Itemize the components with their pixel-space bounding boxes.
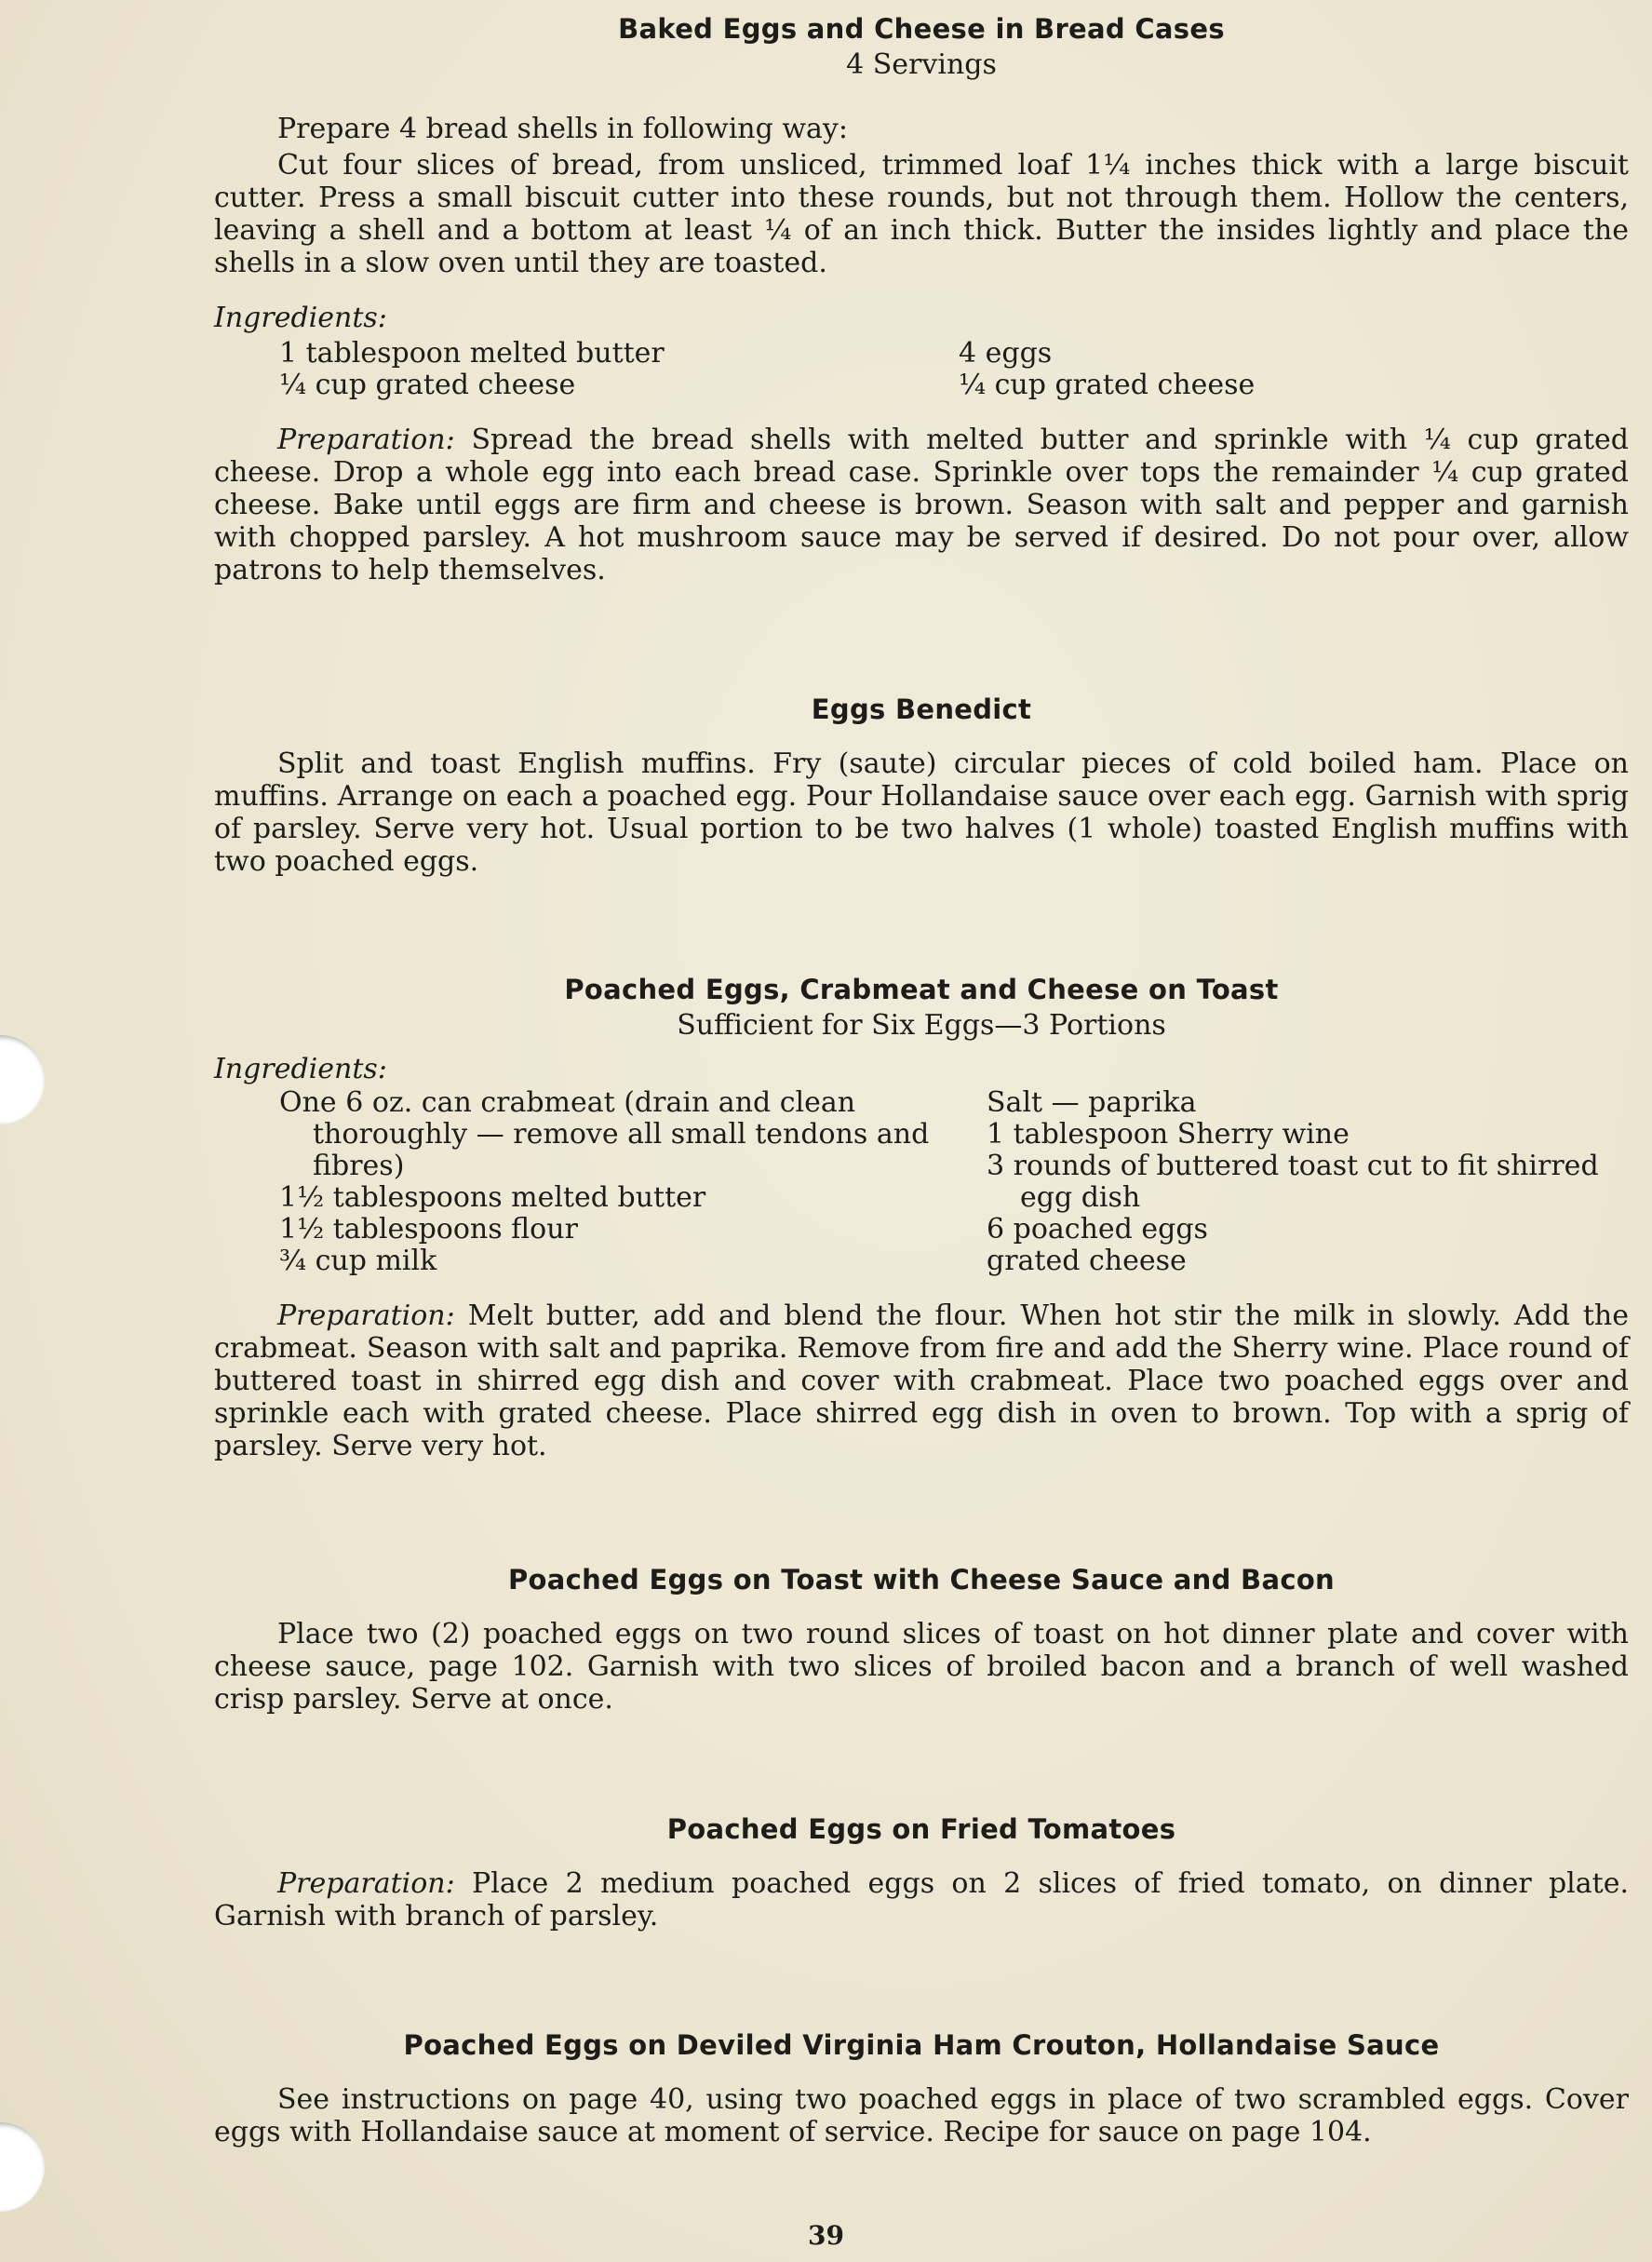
recipe-eggs-benedict [214, 693, 1629, 878]
preparation-text [214, 424, 1629, 586]
preparation-body: Place 2 medium poached eggs on 2 slices of fried tomato, on dinner plate. Garnish with branch of parsley. [214, 1867, 1629, 1932]
ingredients-column-right [987, 1087, 1629, 1277]
ingredient-item: 3 rounds of buttered toast cut to fit shirred egg dish [987, 1150, 1599, 1214]
preparation-body: Melt butter, add and blend the flour. When hot stir the milk in slowly. Add the crabmeat. Season with salt and paprika. Remove from fire and add the Sherry wine. Place round of buttered toast in shirred egg dish and cover with crabmeat. Place two poached eggs over and sprinkle each with grated cheese. Place shirred egg dish in oven to brown. Top with a sprig of parsley. Serve very hot. [214, 1299, 1629, 1462]
preparation-label: Preparation: [277, 1299, 455, 1332]
ingredient-item: 1½ tablespoons melted butter [279, 1181, 706, 1214]
page-number: 39 [808, 2220, 844, 2251]
recipe-intro: Prepare 4 bread shells in following way: [277, 113, 848, 145]
ingredient-item: 6 poached eggs [987, 1213, 1208, 1245]
recipe-title: Baked Eggs and Cheese in Bread Cases [618, 13, 1225, 45]
binder-hole [0, 2122, 45, 2212]
ingredients-column-right [959, 338, 1592, 401]
ingredient-item: One 6 oz. can crabmeat (drain and clean thoroughly — remove all small tendons and fibres) [279, 1086, 930, 1182]
preparation-body: Spread the bread shells with melted butter and sprinkle with ¼ cup grated cheese. Drop a whole egg into each bread case. Sprinkle over tops the remainder ¼ cup grated cheese. Bake until eggs are firm and cheese is brown. Season with salt and pepper and garnish with chopped parsley. A hot mushroom sauce may be served if desired. Do not pour over, allow patrons to help themselves. [214, 424, 1629, 586]
recipe-title: Eggs Benedict [811, 693, 1032, 725]
ingredients-list [214, 338, 1629, 401]
ingredient-item: ¾ cup milk [279, 1245, 437, 1277]
recipe-servings: 4 Servings [846, 48, 997, 81]
preparation-text [214, 1867, 1629, 1932]
recipe-title: Poached Eggs on Deviled Virginia Ham Crouton, Hollandaise Sauce [403, 2029, 1440, 2061]
recipe-fried-tomatoes [214, 1813, 1629, 1932]
binder-hole [0, 1035, 45, 1124]
recipe-text: See instructions on page 40, using two poached eggs in place of two scrambled eggs. Cover eggs with Hollandaise sauce at moment of service. Recipe for sauce on page 104. [214, 2083, 1629, 2148]
recipe-text: Place two (2) poached eggs on two round slices of toast on hot dinner plate and cover with cheese sauce, page 102. Garnish with two slices of broiled bacon and a branch of well washed crisp parsley. Serve at once. [214, 1618, 1629, 1716]
recipe-title: Poached Eggs on Toast with Cheese Sauce and Bacon [508, 1564, 1335, 1596]
ingredient-item: 1½ tablespoons flour [279, 1213, 578, 1245]
ingredient-item: ¼ cup grated cheese [959, 369, 1256, 401]
recipe-servings: Sufficient for Six Eggs—3 Portions [677, 1009, 1166, 1042]
ingredient-item: grated cheese [987, 1245, 1187, 1277]
recipe-title: Poached Eggs on Fried Tomatoes [666, 1813, 1176, 1845]
recipe-title: Poached Eggs, Crabmeat and Cheese on Toast [564, 974, 1279, 1005]
ingredient-item: Salt — paprika [987, 1086, 1197, 1119]
ingredient-item: 4 eggs [959, 337, 1053, 370]
ingredient-item: 1 tablespoon melted butter [279, 337, 665, 370]
ingredients-label: Ingredients: [214, 1053, 387, 1085]
ingredient-item: ¼ cup grated cheese [279, 369, 576, 401]
preparation-label: Preparation: [277, 1867, 455, 1900]
recipe-baked-eggs [214, 13, 1629, 586]
ingredients-column-left [279, 338, 959, 401]
recipe-deviled-ham [214, 2029, 1629, 2148]
recipe-cheese-sauce-bacon [214, 1564, 1629, 1716]
recipe-method: Cut four slices of bread, from unsliced, trimmed loaf 1¼ inches thick with a large biscuit cutter. Press a small biscuit cutter into these rounds, but not through them. Hollow the centers, leaving a shell and a bottom at least ¼ of an inch thick. Butter the insides lightly and place the shells in a slow oven until they are toasted. [214, 149, 1629, 279]
ingredients-list [214, 1087, 1629, 1277]
preparation-text [214, 1299, 1629, 1462]
preparation-label: Preparation: [277, 424, 455, 456]
ingredient-item: 1 tablespoon Sherry wine [987, 1118, 1350, 1151]
ingredients-column-left [279, 1087, 987, 1277]
recipe-text: Split and toast English muffins. Fry (saute) circular pieces of cold boiled ham. Place on muffins. Arrange on each a poached egg. Pour Hollandaise sauce over each egg. Garnish with sprig of parsley. Serve very hot. Usual portion to be two halves (1 whole) toasted English muffins with two poached eggs. [214, 747, 1629, 878]
ingredients-label: Ingredients: [214, 302, 387, 334]
recipe-crabmeat [214, 974, 1629, 1462]
